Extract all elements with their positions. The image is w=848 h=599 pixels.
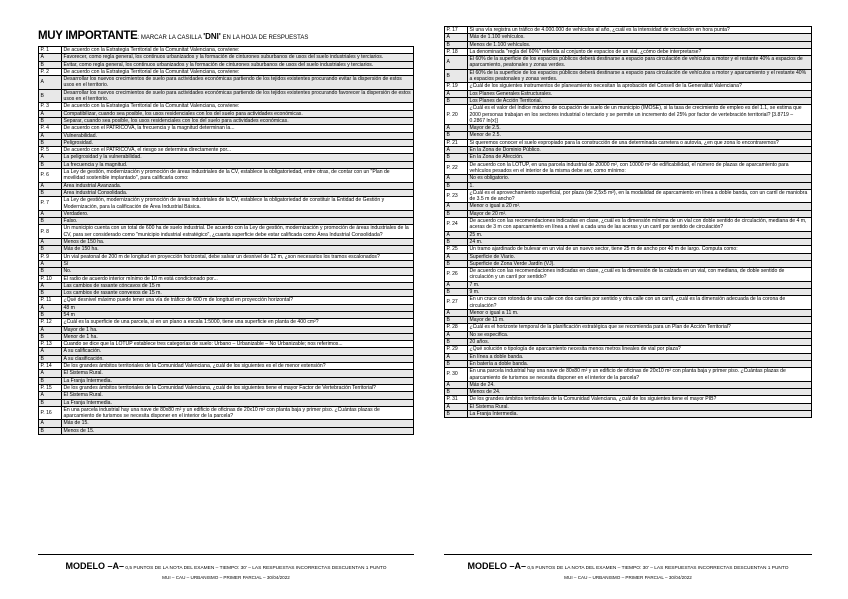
question-text: Un vial peatonal de 200 m de longitud en proyección horizontal, debe salvar un desnivel de 12 m, ¿son necesarios los tramos escalonados? <box>62 253 414 260</box>
option-text: Menos de 15. <box>62 427 414 434</box>
option-text: 7 m. <box>468 281 812 288</box>
question-row <box>445 83 812 90</box>
question-text: Si queremos conocer el suelo expropiado para la construcción de una determinada carretera o autovía, ¿en que zona lo encontraremos? <box>468 139 812 146</box>
option-text: 54 m <box>62 311 414 318</box>
question-row <box>39 197 414 211</box>
question-number: P. 13 <box>39 341 62 348</box>
option-letter: B <box>39 139 62 146</box>
option-text: Mayor de 20 m². <box>468 210 812 217</box>
option-letter: A <box>445 203 468 210</box>
question-text: En un cruce con rotonda de una calle con dos carriles por sentido y otra calle con un carril, ¿cuál es la dimensión adecuada de la corona de circulación? <box>468 296 812 310</box>
option-text: Los Planes de Acción Territorial. <box>468 97 812 104</box>
question-row <box>39 103 414 110</box>
footer-model: MODELO –A– <box>467 561 527 571</box>
option-text: Mayor de 2.5. <box>468 125 812 132</box>
question-row <box>39 384 414 391</box>
question-number: P. 6 <box>39 169 62 183</box>
option-row <box>39 61 414 68</box>
question-row <box>39 363 414 370</box>
question-number: P. 4 <box>39 125 62 132</box>
option-row <box>39 139 414 146</box>
option-text: 48 m <box>62 304 414 311</box>
option-text: La Franja Intermedia. <box>468 411 812 418</box>
option-row <box>39 268 414 275</box>
question-row <box>39 68 414 75</box>
footer-right <box>444 554 812 580</box>
option-text: El Sistema Rural. <box>62 392 414 399</box>
option-text: Más de 1.100 vehículos. <box>468 34 812 41</box>
footer-subtitle: MUI – CAU – URBANISMO – PRIMER PARCIAL – 30/04/2022 <box>162 575 290 580</box>
option-letter: B <box>39 290 62 297</box>
question-row <box>39 147 414 154</box>
option-row <box>445 97 812 104</box>
option-row <box>39 370 414 377</box>
option-text: A su clasificación. <box>62 355 414 362</box>
question-text: De acuerdo con la LOTUP, en una parcela industrial de 20000 m², con 10000 m² de edificabilidad, el número de plazas de aparcamiento para vehículos pesados en el interior de la misma debe ser, como mínimo: <box>468 161 812 175</box>
option-letter: B <box>39 399 62 406</box>
question-number: P. 1 <box>39 47 62 54</box>
option-text: A su calificación. <box>62 348 414 355</box>
question-row <box>39 319 414 326</box>
option-letter: B <box>445 288 468 295</box>
option-letter: B <box>445 411 468 418</box>
title-main: MUY IMPORTANTE <box>38 30 138 42</box>
option-row <box>445 381 812 388</box>
option-letter: A <box>445 381 468 388</box>
question-text: Un municipio cuenta con un total de 600 ha de suelo industrial. De acuerdo con la Ley de gestión, modernización y promoción de áreas industriales de la CV, para ser considerado como "municipio industrial estratégico", ¿cuanta superficie debe estar calificada como Área Industrial Consolidada? <box>62 225 414 239</box>
option-text: Peligrosidad. <box>62 139 414 146</box>
option-text: 24 m. <box>468 238 812 245</box>
question-row <box>445 324 812 331</box>
option-text: Menos de 150 ha. <box>62 239 414 246</box>
question-row <box>39 275 414 282</box>
option-text: Superficie de Zona Verde Jardín (VJ). <box>468 260 812 267</box>
option-letter: A <box>39 239 62 246</box>
question-number: P. 18 <box>445 48 468 55</box>
question-number: P. 20 <box>445 105 468 125</box>
question-text: De acuerdo con la Estrategia Territorial de la Comunitat Valenciana, conviene: <box>62 68 414 75</box>
option-text: Sí <box>62 260 414 267</box>
question-number: P. 7 <box>39 197 62 211</box>
option-text: Más de 15. <box>62 420 414 427</box>
title-dni: 'DNI' <box>203 32 221 41</box>
option-row <box>39 54 414 61</box>
option-letter: B <box>39 117 62 124</box>
option-letter: A <box>445 90 468 97</box>
question-number: P. 8 <box>39 225 62 239</box>
title-rest: : MARCAR LA CASILLA <box>137 35 204 41</box>
option-letter: A <box>39 154 62 161</box>
question-number: P. 29 <box>445 346 468 353</box>
option-row <box>445 309 812 316</box>
option-letter: A <box>445 56 468 70</box>
option-row <box>39 392 414 399</box>
option-text: La Franja Intermedia. <box>62 377 414 384</box>
option-row <box>445 210 812 217</box>
option-row <box>445 260 812 267</box>
option-letter: B <box>39 89 62 103</box>
question-row <box>445 189 812 203</box>
question-text: ¿Qué desnivel máximo puede tener una vía de tráfico de 600 m de longitud en proyección horizontal? <box>62 297 414 304</box>
option-letter: A <box>39 54 62 61</box>
page-title <box>38 26 414 42</box>
question-text: De acuerdo con la Estrategia Territorial de la Comunitat Valenciana, conviene: <box>62 47 414 54</box>
option-letter: A <box>39 370 62 377</box>
option-letter: A <box>445 403 468 410</box>
question-number: P. 2 <box>39 68 62 75</box>
option-letter: A <box>39 110 62 117</box>
option-text: Superficie de Viario. <box>468 253 812 260</box>
option-row <box>39 110 414 117</box>
question-text: ¿Cuál es el valor del índice máximo de ocupación de suelo de un municipio (IMOSE), si la tasa de crecimiento de empleo es del 1.1, se estima que 2000 personas trabajan en los sectores industrial o terciario y se permite un incremento del 25% por factor de vertebración territorial? [3.8719 – 0.2867 ln(x)] <box>468 105 812 125</box>
option-letter: B <box>445 154 468 161</box>
option-letter: B <box>445 317 468 324</box>
question-row <box>445 48 812 55</box>
option-text: Menor de 1 ha. <box>62 333 414 340</box>
option-text: En la Zona de Dominio Público. <box>468 147 812 154</box>
option-row <box>39 348 414 355</box>
question-number: P. 11 <box>39 297 62 304</box>
option-letter: B <box>39 268 62 275</box>
option-text: Falso. <box>62 218 414 225</box>
question-row <box>39 169 414 183</box>
question-row <box>445 346 812 353</box>
option-row <box>39 333 414 340</box>
option-row <box>445 353 812 360</box>
question-text: ¿Qué solución o tipología de aparcamiento necesita menos metros lineales de vial por plaza? <box>468 346 812 353</box>
option-row <box>445 317 812 324</box>
option-row <box>39 420 414 427</box>
option-row <box>39 161 414 168</box>
question-text: De acuerdo con el PATRICOVA, el riesgo se determina directamente por... <box>62 147 414 154</box>
option-row <box>39 182 414 189</box>
option-row <box>445 41 812 48</box>
question-number: P. 27 <box>445 296 468 310</box>
option-letter: A <box>445 281 468 288</box>
option-text: Más de 150 ha. <box>62 246 414 253</box>
question-row <box>39 125 414 132</box>
option-text: Menor o igual a 11 m. <box>468 309 812 316</box>
question-row <box>445 139 812 146</box>
option-row <box>39 218 414 225</box>
question-row <box>445 246 812 253</box>
option-row <box>445 56 812 70</box>
option-letter: A <box>445 125 468 132</box>
question-text: El radio de acuerdo interior mínimo de 10 m está condicionado por... <box>62 275 414 282</box>
option-row <box>445 360 812 367</box>
question-number: P. 22 <box>445 161 468 175</box>
option-row <box>445 411 812 418</box>
option-letter: A <box>445 34 468 41</box>
option-letter: B <box>445 41 468 48</box>
option-text: Los cambios de rasante convexos de 15 m. <box>62 290 414 297</box>
question-number: P. 15 <box>39 384 62 391</box>
option-row <box>39 246 414 253</box>
option-text: En la Zona de Afección. <box>468 154 812 161</box>
option-letter: B <box>445 210 468 217</box>
option-letter: B <box>39 311 62 318</box>
option-row <box>39 210 414 217</box>
title-end: EN LA HOJA DE RESPUESTAS <box>220 35 309 41</box>
option-text: Menos de 1.100 vehículos. <box>468 41 812 48</box>
option-text: No se especifica. <box>468 331 812 338</box>
option-letter: B <box>39 333 62 340</box>
question-text: De acuerdo con la Estrategia Territorial de la Comunitat Valenciana, conviene: <box>62 103 414 110</box>
option-text: Compatibilizar, cuando sea posible, los usos residenciales con los del suelo para actividades económicas. <box>62 110 414 117</box>
question-text: De los grandes ámbitos territoriales de la Comunidad Valenciana, ¿cuál de los siguientes es el de menor extensión? <box>62 363 414 370</box>
option-row <box>445 90 812 97</box>
option-row <box>445 403 812 410</box>
question-number: P. 9 <box>39 253 62 260</box>
question-text: De acuerdo con las recomendaciones indicadas en clase, ¿cuál es la dimensión de la calzada en un vial, con mediana, de doble sentido de circulación y un carril por sentido? <box>468 268 812 282</box>
question-number: P. 12 <box>39 319 62 326</box>
option-text: 1. <box>468 182 812 189</box>
question-row <box>39 341 414 348</box>
question-row <box>445 161 812 175</box>
option-letter: A <box>39 392 62 399</box>
footer-left <box>38 554 414 580</box>
option-letter: B <box>445 389 468 396</box>
option-letter: B <box>445 238 468 245</box>
option-letter: A <box>39 348 62 355</box>
question-text: ¿Cuál es la superficie de una parcela, si en un plano a escala 1:5000, tiene una superficie en planta de 400 cm²? <box>62 319 414 326</box>
option-letter: B <box>445 97 468 104</box>
question-row <box>445 27 812 34</box>
option-row <box>445 147 812 154</box>
option-letter: A <box>445 253 468 260</box>
question-number: P. 23 <box>445 189 468 203</box>
question-number: P. 17 <box>445 27 468 34</box>
option-letter: A <box>39 326 62 333</box>
option-letter: A <box>39 304 62 311</box>
option-letter: B <box>445 182 468 189</box>
option-text: En batería a doble banda. <box>468 360 812 367</box>
option-row <box>445 238 812 245</box>
option-letter: A <box>445 309 468 316</box>
option-letter: B <box>445 360 468 367</box>
option-row <box>39 311 414 318</box>
option-row <box>445 182 812 189</box>
option-text: Desarrollar los nuevos crecimientos de suelo para actividades económicas partiendo de los tejidos existentes procurando favorecer la dispersión de estos usos en el territorio. <box>62 89 414 103</box>
option-letter: B <box>445 339 468 346</box>
option-letter: B <box>39 218 62 225</box>
option-text: No es obligatorio. <box>468 175 812 182</box>
option-row <box>445 281 812 288</box>
option-letter: A <box>445 147 468 154</box>
option-row <box>39 239 414 246</box>
question-row <box>39 297 414 304</box>
question-number: P. 21 <box>445 139 468 146</box>
option-row <box>445 34 812 41</box>
option-row <box>39 89 414 103</box>
question-text: La denominada "regla del 60%" referida al conjunto de espacios de un vial, ¿cómo debe interpretarse? <box>468 48 812 55</box>
option-row <box>445 69 812 83</box>
option-letter: A <box>39 210 62 217</box>
option-row <box>39 399 414 406</box>
option-row <box>39 304 414 311</box>
option-letter: A <box>445 231 468 238</box>
option-letter: A <box>445 353 468 360</box>
option-row <box>445 288 812 295</box>
question-number: P. 31 <box>445 396 468 403</box>
question-number: P. 19 <box>445 83 468 90</box>
option-row <box>445 389 812 396</box>
option-row <box>445 132 812 139</box>
option-text: El Sistema Rural. <box>62 370 414 377</box>
option-text: Las cambios de rasante cóncavos de 15 m <box>62 282 414 289</box>
option-row <box>445 253 812 260</box>
option-row <box>39 326 414 333</box>
option-row <box>445 339 812 346</box>
option-row <box>39 132 414 139</box>
question-text: La Ley de gestión, modernización y promoción de áreas industriales de la CV, establece la obligatoriedad, entre otras, de contar con un "Plan de movilidad sostenible implantado", para calificarla como: <box>62 169 414 183</box>
option-text: Verdadero. <box>62 210 414 217</box>
option-text: Área industrial Consolidada. <box>62 189 414 196</box>
question-number: P. 30 <box>445 368 468 382</box>
option-text: Vulnerabilidad. <box>62 132 414 139</box>
option-text: Mayor de 1 ha. <box>62 326 414 333</box>
question-row <box>445 296 812 310</box>
question-text: De acuerdo con el PATRICOVA, la frecuencia y la magnitud determinan la... <box>62 125 414 132</box>
question-row <box>39 47 414 54</box>
option-letter: B <box>39 61 62 68</box>
option-text: Mayor de 11 m. <box>468 317 812 324</box>
question-text: ¿Cuál es el horizonte temporal de la planificación estratégica que se recomienda para un Plan de Acción Territorial? <box>468 324 812 331</box>
question-text: De acuerdo con las recomendaciones indicadas en clase, ¿cuál es la dimensión mínima de un vial con doble sentido de circulación, mediana de 4 m, aceras de 3 m con aparcamiento en línea a nivel a cada una de las aceras y un carril por sentido de circulación? <box>468 218 812 232</box>
question-row <box>39 253 414 260</box>
right-question-table <box>444 26 812 418</box>
option-letter: A <box>39 182 62 189</box>
question-text: Cuando se dice que la LOTUP establece tres categorías de suelo: Urbano – Urbanizable – No Urbanizable; nos referimos... <box>62 341 414 348</box>
option-text: La peligrosidad y la vulnerabilidad. <box>62 154 414 161</box>
question-number: P. 14 <box>39 363 62 370</box>
option-text: Menor de 2.5. <box>468 132 812 139</box>
footer-subtitle: MUI – CAU – URBANISMO – PRIMER PARCIAL – 30/04/2022 <box>564 575 692 580</box>
question-text: ¿Cuál de los siguientes instrumentos de planeamiento necesitan la aprobación del Consell de la Generalitat Valenciana? <box>468 83 812 90</box>
option-letter: A <box>39 282 62 289</box>
question-number: P. 16 <box>39 406 62 420</box>
question-number: P. 10 <box>39 275 62 282</box>
option-letter: A <box>39 420 62 427</box>
option-row <box>39 117 414 124</box>
question-text: De los grandes ámbitos territoriales de la Comunidad Valenciana, ¿cuál de los siguientes tiene el mayor PIB? <box>468 396 812 403</box>
option-row <box>445 231 812 238</box>
left-question-table <box>38 46 414 435</box>
option-text: La frecuencia y la magnitud. <box>62 161 414 168</box>
option-text: El 60% de la superficie de los espacios públicos deberá destinarse a espacio para circulación de vehículos a motor y el restante 40% a espacios de aparcamiento, peatonales y zonas verdes. <box>468 56 812 70</box>
question-number: P. 25 <box>445 246 468 253</box>
question-text: En una parcela industrial hay una nave de 80x80 m² y un edificio de oficinas de 20x10 m² con planta baja y primer piso. ¿Cuántas plazas de aparcamiento de turismos se necesita disponer en el interior de la parcela? <box>468 368 812 382</box>
option-row <box>445 154 812 161</box>
option-letter: B <box>39 355 62 362</box>
question-number: P. 3 <box>39 103 62 110</box>
option-text: Menos de 24. <box>468 389 812 396</box>
option-text: En línea a doble banda. <box>468 353 812 360</box>
question-row <box>445 218 812 232</box>
footer-info: 0,5 PUNTOS DE LA NOTA DEL EXAMEN – TIEMPO: 30' – LAS RESPUESTAS INCORRECTAS DESCUENTAN 1 PUNTO <box>124 566 387 571</box>
question-number: P. 26 <box>445 268 468 282</box>
question-text: Un tramo ajardinado de bulevar en un vial de un nuevo sector, tiene 25 m de ancho por 40 m de largo. Computa como: <box>468 246 812 253</box>
option-row <box>445 125 812 132</box>
option-text: Más de 24. <box>468 381 812 388</box>
question-text: De los grandes ámbitos territoriales de la Comunidad Valenciana, ¿cuál de los siguientes tiene el mayor Factor de Vertebración Territorial? <box>62 384 414 391</box>
option-row <box>39 282 414 289</box>
option-text: Menor o igual a 20 m². <box>468 203 812 210</box>
option-row <box>39 189 414 196</box>
option-row <box>445 331 812 338</box>
option-letter: A <box>39 76 62 90</box>
option-letter: B <box>445 132 468 139</box>
footer-model: MODELO –A– <box>65 561 125 571</box>
option-row <box>445 175 812 182</box>
option-row <box>39 290 414 297</box>
question-row <box>39 225 414 239</box>
question-text: En una parcela industrial hay una nave de 80x80 m² y un edificio de oficinas de 20x10 m² con planta baja y primer piso. ¿Cuántas plazas de aparcamiento de turismos se necesita disponer en el interior de la parcela? <box>62 406 414 420</box>
question-text: La Ley de gestión, modernización y promoción de áreas industriales de la CV, establece la obligatoriedad de constituir la Entidad de Gestión y Modernización, para la calificación de Área Industrial Básica. <box>62 197 414 211</box>
option-row <box>39 355 414 362</box>
option-text: Área industrial Avanzada. <box>62 182 414 189</box>
option-row <box>445 203 812 210</box>
option-row <box>39 154 414 161</box>
option-text: El 60% de la superficie de los espacios públicos deberá destinarse a espacio para circulación de vehículos a motor y aparcamiento y el restante 40% a espacios peatonales y zonas verdes. <box>468 69 812 83</box>
question-row <box>39 406 414 420</box>
option-text: Favorecer, como regla general, los continuos urbanizados y la formación de cinturones suburbanos de usos del suelo industriales y terciarios. <box>62 54 414 61</box>
option-text: La Franja Intermedia. <box>62 399 414 406</box>
question-text: Si una vía registra un tráfico de 4.000.000 de vehículos al año, ¿cuál es la intensidad de circulación en hora punta? <box>468 27 812 34</box>
option-letter: A <box>39 260 62 267</box>
option-text: El Sistema Rural. <box>468 403 812 410</box>
option-letter: A <box>445 331 468 338</box>
question-text: ¿Cuál es el aprovechamiento superficial, por plaza (de 2,5x5 m²), en la modalidad de aparcamiento en línea a doble banda, con un carril de maniobra de 3.5 m de ancho? <box>468 189 812 203</box>
question-row <box>445 268 812 282</box>
question-row <box>445 368 812 382</box>
option-text: Separar, cuando sea posible, los usos residenciales con los del suelo para actividades económicas. <box>62 117 414 124</box>
option-letter: B <box>39 377 62 384</box>
option-text: 20 años. <box>468 339 812 346</box>
option-letter: A <box>445 175 468 182</box>
question-number: P. 24 <box>445 218 468 232</box>
option-row <box>39 427 414 434</box>
footer-info: 0,5 PUNTOS DE LA NOTA DEL EXAMEN – TIEMPO: 30' – LAS RESPUESTAS INCORRECTAS DESCUENTAN 1 PUNTO <box>526 566 789 571</box>
option-letter: B <box>39 427 62 434</box>
option-letter: B <box>445 260 468 267</box>
question-row <box>445 396 812 403</box>
question-number: P. 28 <box>445 324 468 331</box>
option-row <box>39 260 414 267</box>
option-text: 9 m. <box>468 288 812 295</box>
option-text: Evitar, como regla general, los continuos urbanizados y la formación de cinturones suburbanos de usos del suelo industriales y terciarios. <box>62 61 414 68</box>
question-row <box>445 105 812 125</box>
option-text: 25 m. <box>468 231 812 238</box>
option-text: Desarrollar los nuevos crecimientos de suelo para actividades económicas partiendo de los tejidos existentes procurando evitar la dispersión de estos usos en el territorio. <box>62 76 414 90</box>
option-letter: B <box>445 69 468 83</box>
option-row <box>39 377 414 384</box>
option-text: No. <box>62 268 414 275</box>
option-letter: A <box>39 132 62 139</box>
option-letter: B <box>39 246 62 253</box>
option-letter: B <box>39 161 62 168</box>
option-letter: B <box>39 189 62 196</box>
question-number: P. 5 <box>39 147 62 154</box>
option-text: Los Planes Generales Estructurales. <box>468 90 812 97</box>
option-row <box>39 76 414 90</box>
